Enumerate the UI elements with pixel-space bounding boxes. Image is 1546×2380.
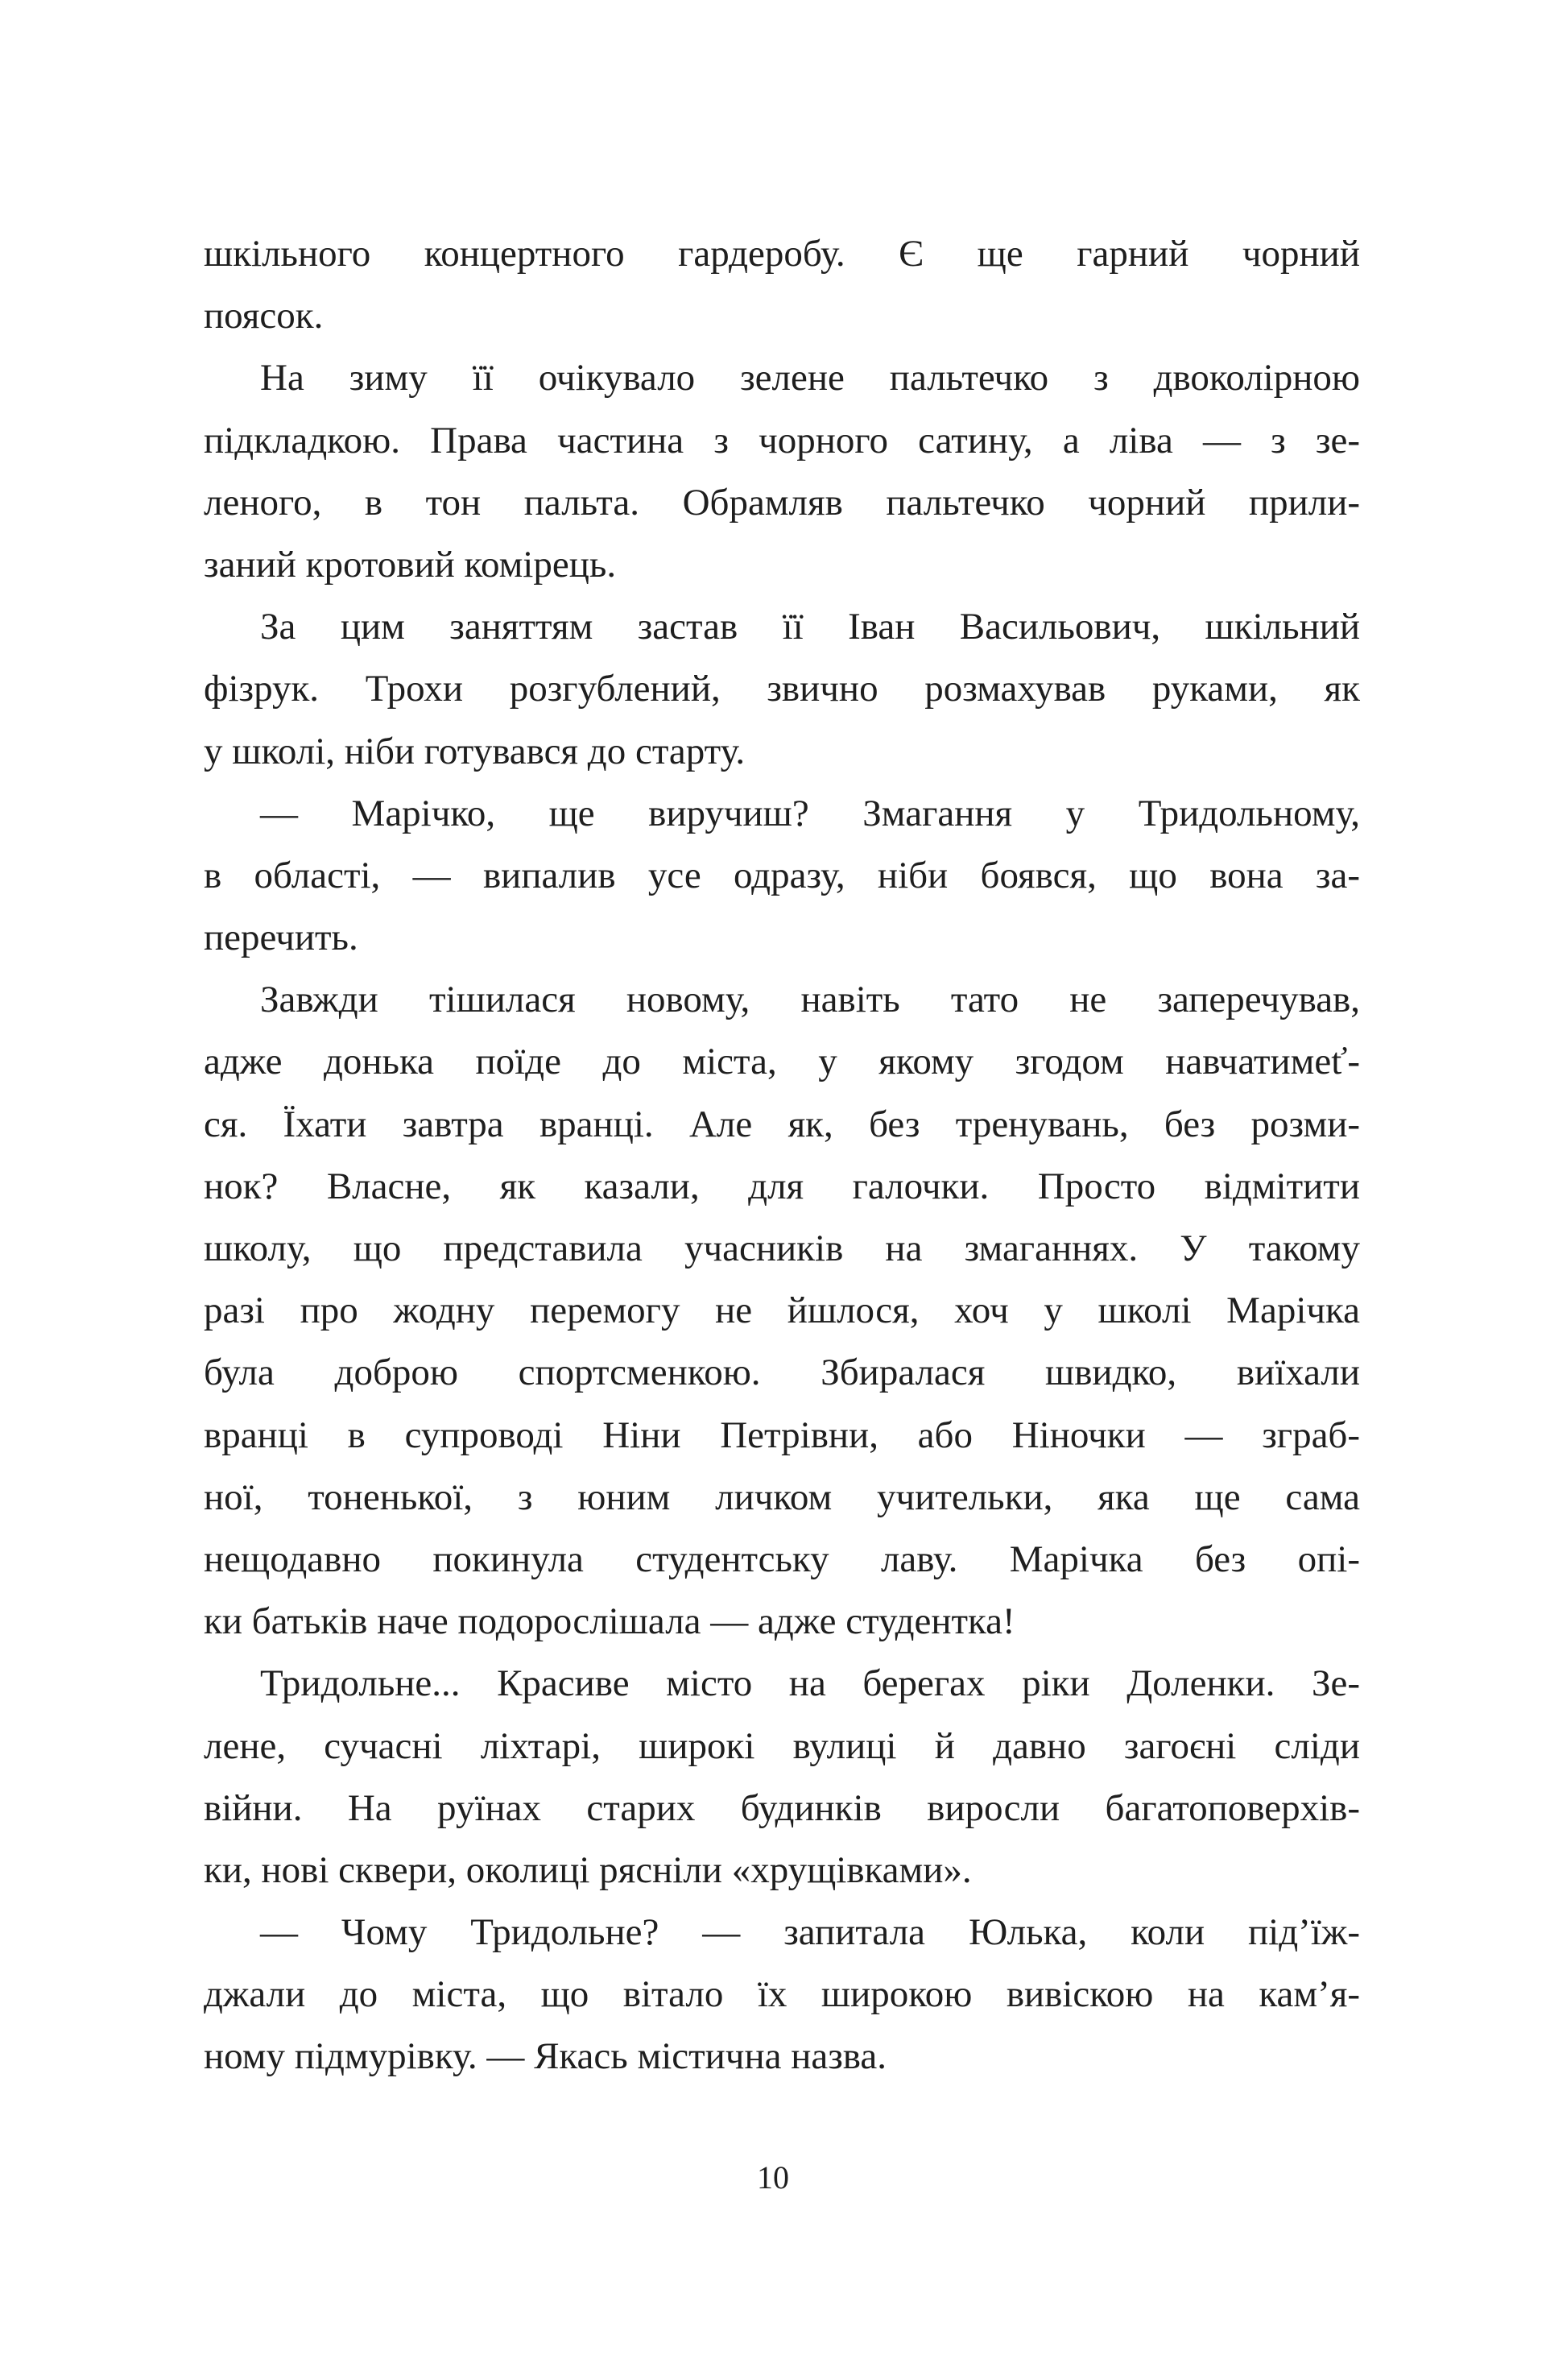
paragraph xyxy=(204,783,1360,970)
text-line: — Чому Тридольне? — запитала Юлька, коли під’їж- xyxy=(260,1911,1360,1954)
text-line: Тридольне... Красиве місто на берегах ріки Доленки. Зе- xyxy=(260,1662,1360,1705)
text-line: фізрук. Трохи розгублений, звично розмахував руками, як xyxy=(204,668,1360,710)
text-line: лене, сучасні ліхтарі, широкі вулиці й давно загоєні сліди xyxy=(204,1724,1360,1767)
paragraph xyxy=(204,223,1360,347)
text-line: у школі, ніби готувався до старту. xyxy=(204,730,746,772)
text-line: Завжди тішилася новому, навіть тато не заперечував, xyxy=(260,979,1360,1021)
text-line: На зиму її очікувало зелене пальтечко з двоколірною xyxy=(260,357,1360,399)
text-line: — Марічко, ще виручиш? Змагання у Тридольному, xyxy=(260,792,1360,834)
text-line: вранці в супроводі Ніни Петрівни, або Ніночки — зграб- xyxy=(204,1414,1360,1456)
text-line: ки батьків наче подорослішала — адже студентка! xyxy=(204,1600,1015,1643)
text-line: підкладкою. Права частина з чорного сатину, а ліва — з зе- xyxy=(204,419,1360,462)
text-line: нещодавно покинула студентську лаву. Марічка без опі- xyxy=(204,1538,1360,1580)
text-line: ної, тоненької, з юним личком учительки, яка ще сама xyxy=(204,1476,1360,1518)
text-line: війни. На руїнах старих будинків виросли багатоповерхів- xyxy=(204,1786,1360,1829)
text-line: ки, нові сквери, околиці рясніли «хрущівками». xyxy=(204,1848,972,1891)
text-line: За цим заняттям застав її Іван Васильович, шкільний xyxy=(260,606,1360,648)
paragraph xyxy=(204,969,1360,1653)
paragraph xyxy=(204,1902,1360,2088)
text-line: заний кротовий комірець. xyxy=(204,543,617,586)
text-line: шкільного концертного гардеробу. Є ще гарний чорний xyxy=(204,233,1360,275)
text-line: леного, в тон пальта. Обрамляв пальтечко чорний прили- xyxy=(204,481,1360,524)
text-line: поясок. xyxy=(204,295,324,337)
text-line: була доброю спортсменкою. Збиралася швидко, виїхали xyxy=(204,1351,1360,1394)
text-line: школу, що представила учасників на змаганнях. У такому xyxy=(204,1227,1360,1269)
text-line: адже донька поїде до міста, у якому згодом навчатимеť- xyxy=(204,1041,1360,1083)
text-line: перечить. xyxy=(204,917,358,959)
paragraph xyxy=(204,596,1360,783)
paragraph xyxy=(204,347,1360,596)
text-line: ному підмурівку. — Якась містична назва. xyxy=(204,2035,887,2078)
page-body xyxy=(204,223,1360,2088)
text-line: нок? Власне, як казали, для галочки. Просто відмітити xyxy=(204,1165,1360,1207)
page-number: 10 xyxy=(757,2159,789,2196)
text-line: джали до міста, що вітало їх широкою вивіскою на кам’я- xyxy=(204,1973,1360,2016)
text-line: ся. Їхати завтра вранці. Але як, без тренувань, без розми- xyxy=(204,1103,1360,1145)
paragraph xyxy=(204,1653,1360,1902)
text-line: в області, — випалив усе одразу, ніби боявся, що вона за- xyxy=(204,854,1360,896)
text-line: разі про жодну перемогу не йшлося, хоч у школі Марічка xyxy=(204,1289,1360,1332)
